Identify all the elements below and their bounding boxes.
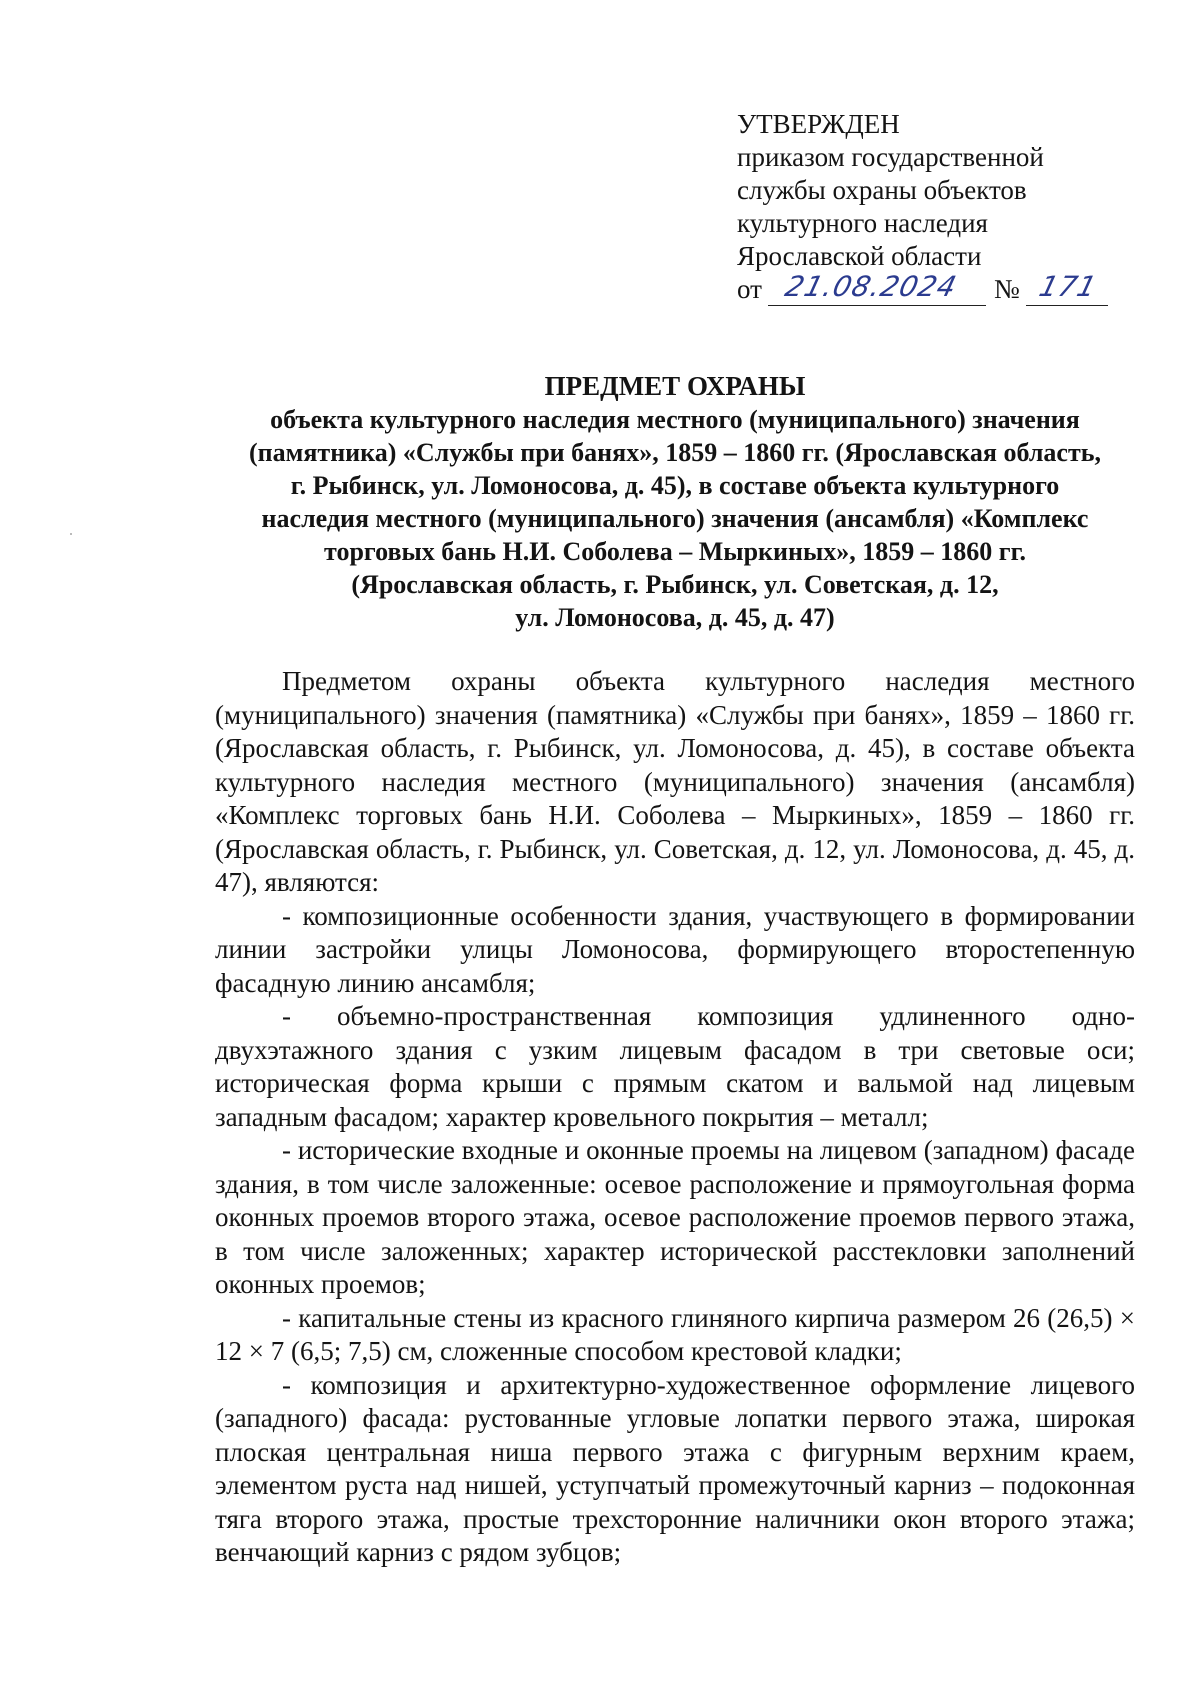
approval-block <box>737 108 1137 306</box>
approval-line: приказом государственной <box>737 142 1044 172</box>
document-title: ПРЕДМЕТ ОХРАНЫ <box>544 371 806 401</box>
number-label: № <box>993 274 1020 304</box>
approval-line: культурного наследия <box>737 208 988 238</box>
date-prefix: от <box>737 274 762 304</box>
heading-line: (памятника) «Службы при банях», 1859 – 1860 гг. (Ярославская область, <box>249 438 1101 467</box>
document-heading <box>200 370 1150 634</box>
date-field <box>768 270 986 306</box>
scan-speck <box>70 533 72 535</box>
number-field <box>1026 270 1108 306</box>
body-paragraph: - капитальные стены из красного глиняного кирпича размером 26 (26,5) × 12 × 7 (6,5; 7,5) см, сложенные способом крестовой кладки; <box>215 1302 1135 1366</box>
heading-line: ул. Ломоносова, д. 45, д. 47) <box>515 603 835 632</box>
handwritten-date: 21.08.2024 <box>781 270 961 303</box>
body-paragraph: - объемно-пространственная композиция удлиненного одно-двухэтажного здания с узким лицевым фасадом в три световые оси; историческая форма крыши с прямым скатом и вальмой над лицевым западным фасадом; характер кровельного покрытия – металл; <box>215 1001 1135 1132</box>
body-paragraph: - композиционные особенности здания, участвующего в формировании линии застройки улицы Ломоносова, формирующего второстепенную фасадную линию ансамбля; <box>215 900 1135 998</box>
heading-line: г. Рыбинск, ул. Ломоносова, д. 45), в составе объекта культурного <box>290 471 1060 500</box>
document-body <box>215 665 1135 1570</box>
heading-line: наследия местного (муниципального) значения (ансамбля) «Комплекс <box>261 504 1089 533</box>
heading-line: объекта культурного наследия местного (муниципального) значения <box>270 405 1080 434</box>
approval-line: службы охраны объектов <box>737 175 1027 205</box>
approval-date-line <box>737 270 1137 306</box>
handwritten-number: 171 <box>1035 270 1101 303</box>
body-paragraph: - композиция и архитектурно-художественное оформление лицевого (западного) фасада: рустованные угловые лопатки первого этажа, широкая плоская центральная ниша первого этажа с фигурным верхним краем, элементом руста над нишей, уступчатый промежуточный карниз – подоконная тяга второго этажа, простые трехсторонние наличники окон второго этажа; венчающий карниз с рядом зубцов; <box>215 1369 1135 1567</box>
body-paragraph: Предметом охраны объекта культурного наследия местного (муниципального) значения (памятника) «Службы при банях», 1859 – 1860 гг. (Ярославская область, г. Рыбинск, ул. Ломоносова, д. 45), в составе объекта культурного наследия местного (муниципального) значения (ансамбля) «Комплекс торговых бань Н.И. Соболева – Мыркиных», 1859 – 1860 гг. (Ярославская область, г. Рыбинск, ул. Советская, д. 12, ул. Ломоносова, д. 45, д. 47), являются: <box>215 666 1135 897</box>
approval-title: УТВЕРЖДЕН <box>737 109 900 139</box>
heading-line: торговых бань Н.И. Соболева – Мыркиных», 1859 – 1860 гг. <box>324 537 1026 566</box>
heading-line: (Ярославская область, г. Рыбинск, ул. Советская, д. 12, <box>351 570 999 599</box>
approval-line: Ярославской области <box>737 241 982 271</box>
body-paragraph: - исторические входные и оконные проемы на лицевом (западном) фасаде здания, в том числе заложенные: осевое расположение и прямоугольная форма оконных проемов второго этажа, осевое расположение проемов первого этажа, в том числе заложенных; характер исторической расстекловки заполнений оконных проемов; <box>215 1135 1135 1299</box>
